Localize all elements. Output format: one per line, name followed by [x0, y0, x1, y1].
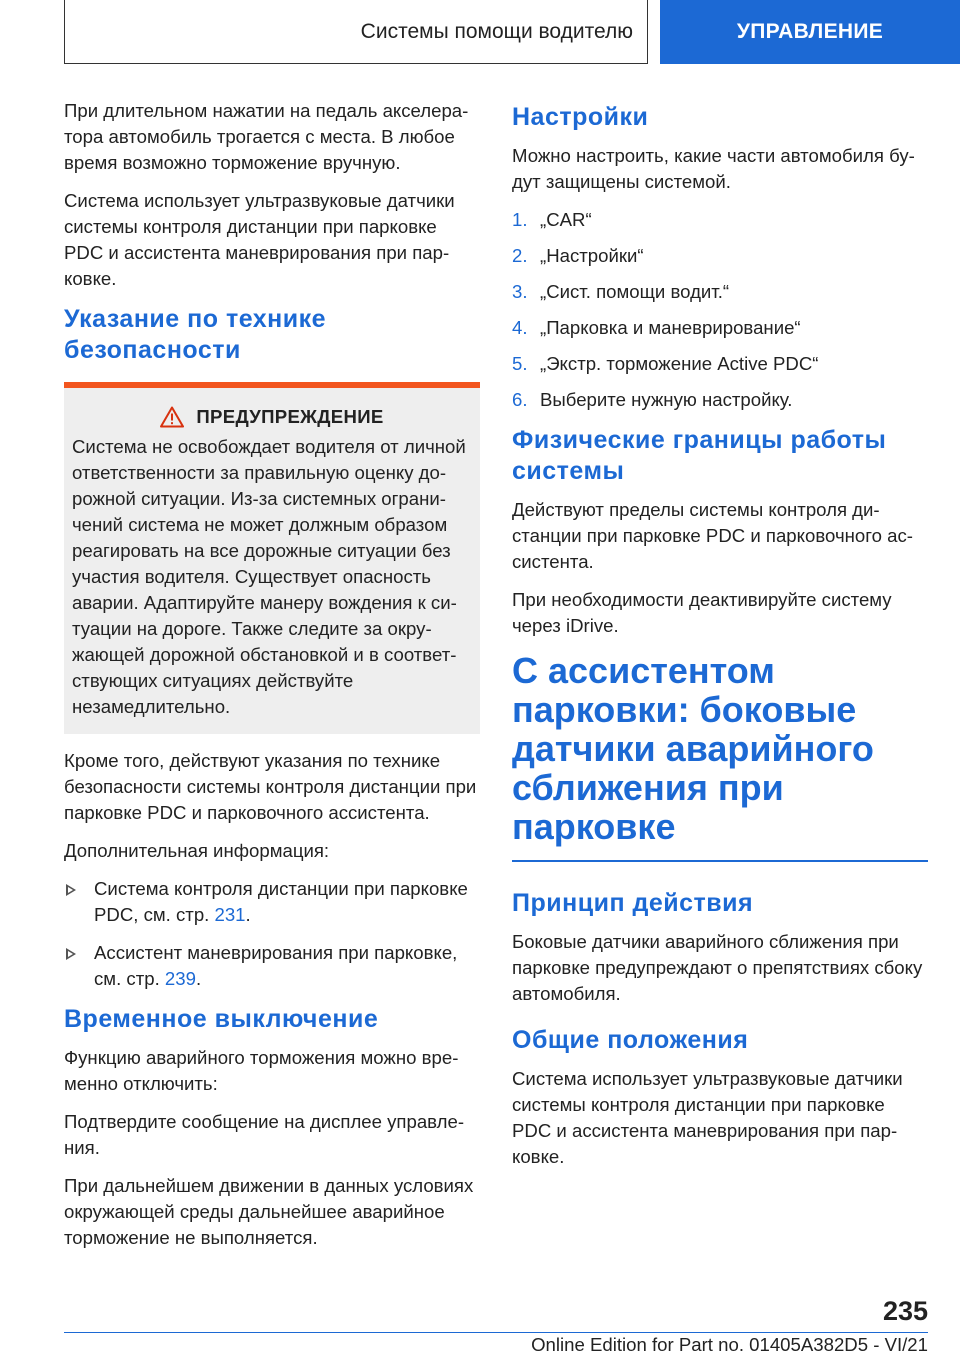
warning-title [72, 406, 472, 428]
step-number: 5. [512, 353, 528, 374]
page-header [0, 0, 960, 66]
step-number: 1. [512, 209, 528, 230]
warning-box [64, 388, 480, 734]
general-heading: Общие положения [512, 1026, 749, 1054]
step-text: „Парковка и маневрирование“ [540, 317, 801, 338]
left-column [64, 98, 480, 1263]
step-text: „Настройки“ [540, 245, 644, 266]
step-text: Выберите нужную настройку. [540, 389, 793, 410]
info-list [64, 876, 480, 992]
page-link[interactable]: 239 [164, 968, 196, 989]
paragraph: Действуют пределы системы контроля ди-станции при парковке PDC и парковочного ас-систента. [512, 499, 913, 572]
step-item [512, 387, 928, 413]
step-number: 4. [512, 317, 528, 338]
safety-heading: Указание по технике безопасности [64, 305, 327, 364]
page-number: 235 [882, 1296, 928, 1326]
step-number: 2. [512, 245, 528, 266]
warning-title-text: ПРЕДУПРЕЖДЕНИЕ [196, 406, 384, 427]
paragraph: При длительном нажатии на педаль акселера-тора автомобиль трогается с места. В любое время возможно торможение вручную. [64, 100, 469, 173]
paragraph: Система использует ультразвуковые датчики системы контроля дистанции при парковке PDC и ассистента маневрирования при пар-ковке. [512, 1068, 903, 1167]
paragraph: Функцию аварийного торможения можно вре-менно отключить: [64, 1047, 459, 1094]
bullet-arrow-icon [66, 948, 76, 960]
step-item [512, 315, 928, 341]
paragraph: Кроме того, действуют указания по технике безопасности системы контроля дистанции при парковке PDC и парковочного ассистента. [64, 750, 477, 823]
list-item-suffix: . [245, 904, 251, 925]
warning-triangle-icon [160, 406, 184, 428]
list-item-text: Система контроля дистанции при парковке PDC, см. стр. [94, 878, 468, 925]
chapter-tab[interactable]: УПРАВЛЕНИЕ [660, 0, 960, 64]
paragraph: Подтвердите сообщение на дисплее управле-ния. [64, 1111, 465, 1158]
settings-heading: Настройки [512, 103, 649, 131]
footer-divider [64, 1332, 928, 1333]
right-column [512, 98, 928, 1182]
page-link[interactable]: 231 [214, 904, 246, 925]
limits-heading: Физические границы работы системы [512, 426, 887, 485]
principle-heading: Принцип действия [512, 889, 754, 917]
paragraph: При необходимости деактивируйте систему через iDrive. [512, 589, 892, 636]
step-number: 3. [512, 281, 528, 302]
warning-text: Система не освобождает водителя от личной ответственности за правильную оценку до-рожной ситуации. Из-за системных ограни-чений система не может должным образом реагировать на все дорожные ситуации без участия водителя. Существует опасность аварии. Адаптируйте манеру вождения к си-туации на дороге. Также следите за окру-жающей дорожной обстановкой и в соответ-ствующих ситуациях действуйте незамедлительно. [72, 436, 466, 717]
step-item [512, 243, 928, 269]
list-item-suffix: . [195, 968, 202, 989]
step-text: „Сист. помощи водит.“ [540, 281, 730, 302]
list-item [64, 876, 480, 928]
step-text: „Экстр. торможение Active PDC“ [540, 353, 819, 374]
paragraph: Боковые датчики аварийного сближения при парковке предупреждают о препятствиях сбоку автомобиля. [512, 931, 923, 1004]
paragraph: Можно настроить, какие части автомобиля бу-дут защищены системой. [512, 145, 915, 192]
settings-steps [512, 207, 928, 413]
step-number: 6. [512, 389, 528, 410]
step-item [512, 279, 928, 305]
step-text: „CAR“ [540, 209, 592, 230]
paragraph: При дальнейшем движении в данных условиях окружающей среды дальнейшее аварийное торможение не выполняется. [64, 1175, 474, 1248]
paragraph: Система использует ультразвуковые датчики системы контроля дистанции при парковке PDC и ассистента маневрирования при пар-ковке. [64, 190, 455, 289]
list-item-text: Ассистент маневрирования при парковке, см. стр. [94, 942, 458, 989]
list-item [64, 940, 480, 992]
page-footer [64, 1296, 928, 1356]
edition-text: Online Edition for Part no. 01405A382D5 - VI/21 [531, 1334, 928, 1355]
bullet-arrow-icon [66, 884, 76, 896]
step-item [512, 351, 928, 377]
paragraph: Дополнительная информация: [64, 840, 330, 861]
chapter-heading: С ассистентом парковки: боковые датчики аварийного сближения при парковке [512, 651, 928, 862]
step-item [512, 207, 928, 233]
section-title: Системы помощи водителю [64, 0, 648, 64]
temp-off-heading: Временное выключение [64, 1005, 379, 1033]
